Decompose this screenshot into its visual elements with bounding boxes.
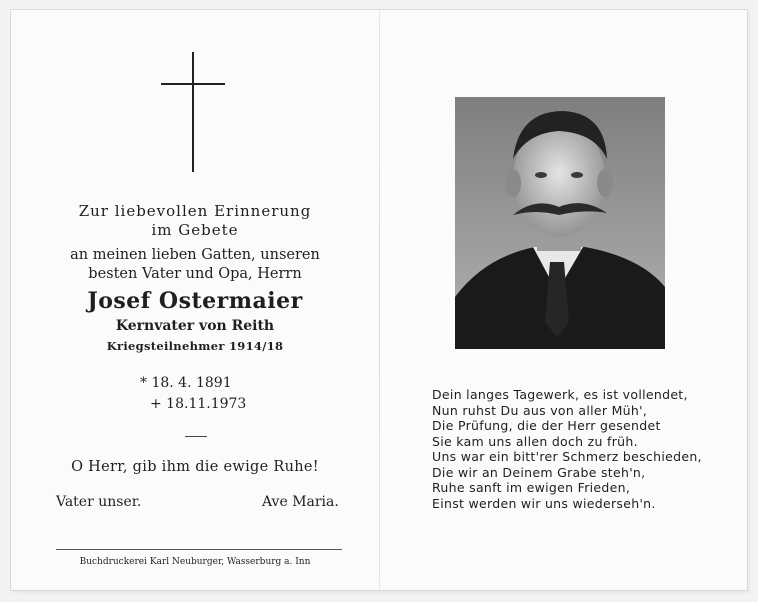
poem-line: Die wir an Deinem Grabe steh'n, [432, 464, 646, 480]
portrait-photo-icon [455, 97, 665, 349]
ave-maria: Ave Maria. [262, 494, 339, 510]
prayer-line: O Herr, gib ihm die ewige Ruhe! [71, 459, 319, 475]
vater-unser: Vater unser. [56, 494, 142, 510]
poem-line: Dein langes Tagewerk, es ist vollendet, [432, 387, 688, 402]
deceased-name: Josef Ostermaier [87, 288, 303, 314]
printer-credit: Buchdruckerei Karl Neuburger, Wasserburg a. Inn [79, 557, 311, 567]
poem-line: Nun ruhst Du aus von aller Müh', [432, 402, 648, 418]
cross-icon-bar [161, 83, 225, 85]
poem-line: Die Prüfung, die der Herr gesendet [432, 418, 661, 433]
death-date: + 18.11.1973 [150, 396, 247, 412]
poem-line: Uns war ein bitt'rer Schmerz beschieden, [432, 449, 702, 464]
birth-date: * 18. 4. 1891 [140, 375, 232, 391]
footer-rule [56, 549, 342, 550]
deceased-title: Kernvater von Reith [115, 318, 275, 334]
remembrance-line-1: Zur liebevollen Erinnerung [78, 202, 312, 220]
deceased-service: Kriegsteilnehmer 1914/18 [106, 339, 284, 353]
dedication-line-2: besten Vater und Opa, Herrn [88, 266, 302, 282]
poem-line: Ruhe sanft im ewigen Frieden, [432, 480, 631, 495]
card-fold [379, 10, 380, 590]
poem-line: Sie kam uns allen doch zu früh. [432, 433, 638, 449]
remembrance-line-2: im Gebete [151, 221, 239, 239]
separator-dash [185, 436, 207, 437]
poem-line: Einst werden wir uns wiederseh'n. [432, 495, 656, 511]
dedication-line-1: an meinen lieben Gatten, unseren [70, 247, 320, 263]
poem [432, 387, 702, 511]
cross-icon [192, 52, 194, 172]
